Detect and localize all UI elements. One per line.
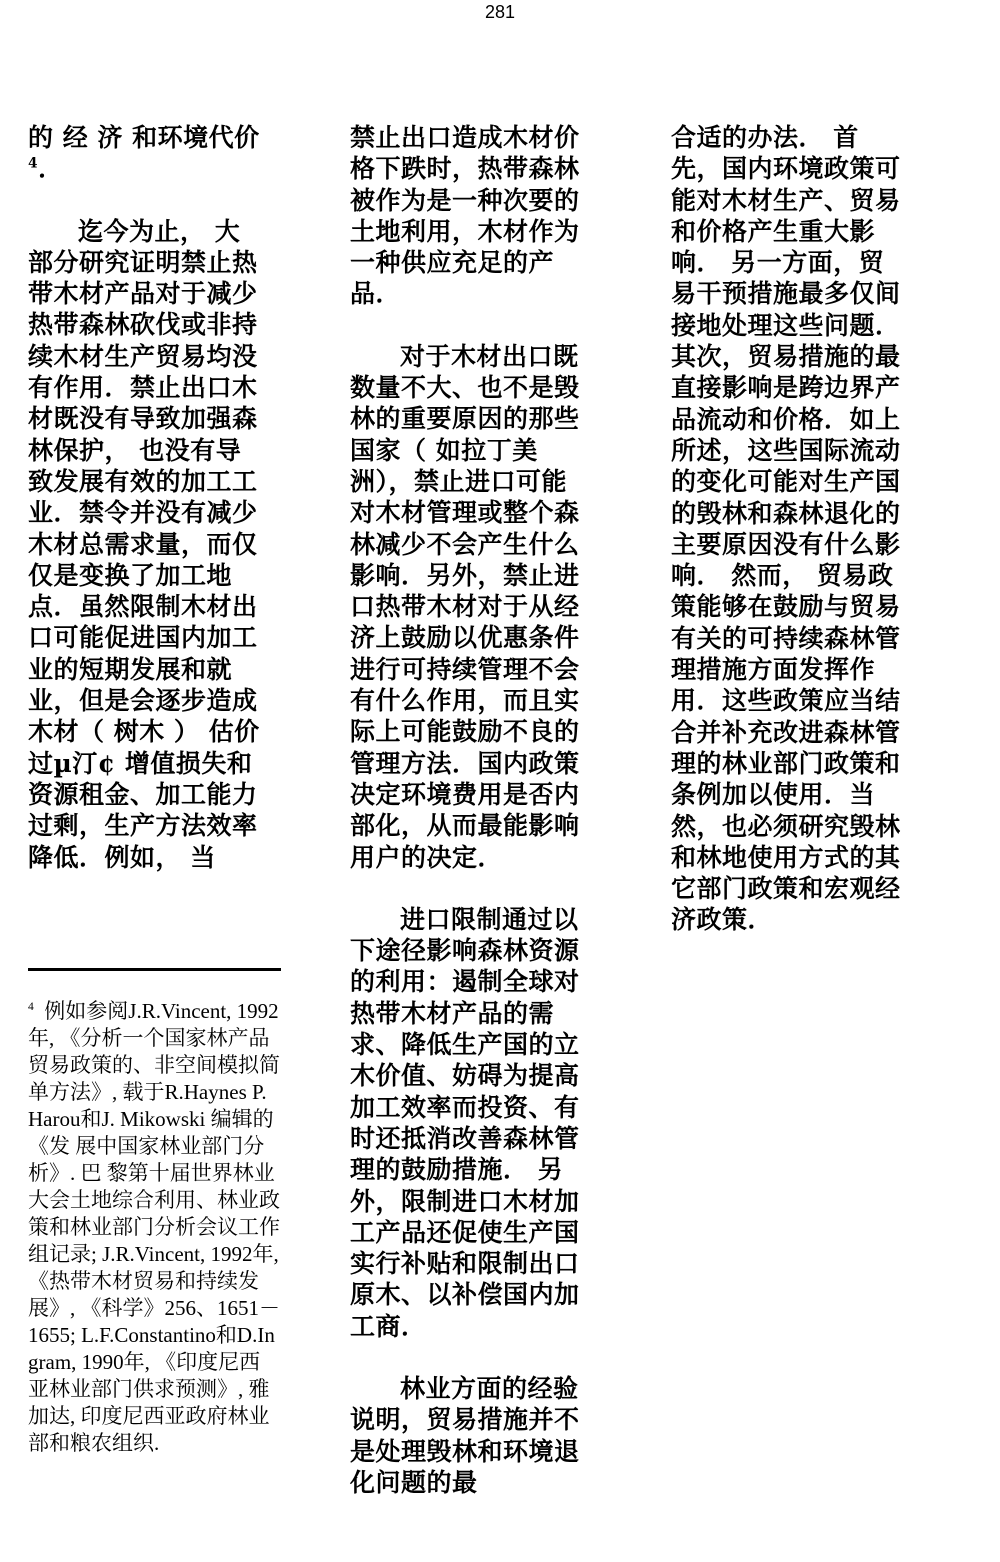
paragraph: 禁止出口造成木材价格下跌时，热带森林被作为是一种次要的土地利用，木材作为一种供应充足的产品．	[350, 123, 580, 309]
footnote	[28, 998, 280, 1457]
paragraph-end: ．	[38, 154, 64, 184]
paragraph: 迄今为止， 大部分研究证明禁止热带木材产品对于减少热带森林砍伐或非持续木材生产贸易均没有作用．禁止出口木材既没有导致加强森林保护， 也没有导致发展有效的加工工业．禁令并没有减少木材总需求量，而仅仅是变换了加工地点．虽然限制木材出口可能促进国内加工业的短期发展和就业，但是会逐步造成木材（ 树木 ） 估价过µ汀¢ 增值损失和资源租金、加工能力过剩，生产方法效率降低．例如， 当	[28, 216, 260, 872]
paragraph: 林业方面的经验说明，贸易措施并不是处理毁林和环境退化问题的最	[350, 1373, 580, 1497]
paragraph	[28, 122, 260, 185]
footnote-divider	[28, 968, 281, 971]
paragraph-text: 的 经 济 和环境代价	[28, 123, 260, 152]
text-column-2	[350, 122, 582, 1498]
footnote-marker: 4	[28, 1001, 34, 1013]
text-column-1	[28, 122, 260, 873]
paragraph: 进口限制通过以下途径影响森林资源的利用：遏制全球对热带木材产品的需求、降低生产国的立木价值、妨碍为提高加工效率而投资、有时还抵消改善森林管理的鼓励措施． 另外，限制进口木材加工产品还促使生产国实行补贴和限制出口原木、以补偿国内加工商．	[350, 904, 580, 1341]
footnote-reference[interactable]: 4	[28, 155, 39, 172]
paragraph: 合适的办法． 首先，国内环境政策可能对木材生产、贸易和价格产生重大影响． 另一方面，贸易干预措施最多仅间接地处理这些问题．其次，贸易措施的最直接影响是跨边界产品流动和价格．如上所述，这些国际流动的变化可能对生产国的毁林和森林退化的主要原因没有什么影响． 然而， 贸易政策能够在鼓励与贸易有关的可持续森林管理措施方面发挥作用．这些政策应当结合并补充改进森林管理的林业部门政策和条例加以使用．当然，也必须研究毁林和林地使用方式的其它部门政策和宏观经济政策．	[671, 123, 901, 935]
text-column-3	[671, 122, 903, 936]
footnote-text: 例如参阅J.R.Vincent, 1992年, 《分析一个国家林产品贸易政策的、非空间模拟简单方法》, 载于R.Haynes P.Harou和J. Mikowski 编辑的《发 展中国家林业部门分析》. 巴 黎第十届世界林业大会土地综合利用、林业政策和林业部门分析会议工作组记录; J.R.Vincent, 1992年, 《热带木材贸易和持续发展》, 《科学》256、1651－1655; L.F.Constantino和D.Ingram, 1990年, 《印度尼西亚林业部门供求预测》, 雅加达, 印度尼西亚政府林业部和粮农组织.	[28, 999, 280, 1455]
page-number: 281	[484, 2, 516, 22]
paragraph: 对于木材出口既数量不大、也不是毁林的重要原因的那些国家（ 如拉丁美洲），禁止进口可能对木材管理或整个森林减少不会产生什么影响．另外，禁止进口热带木材对于从经济上鼓励以优惠条件进行可持续管理不会有什么作用，而且实际上可能鼓励不良的管理方法．国内政策决定环境费用是否内部化，从而最能影响用户的决定．	[350, 341, 580, 872]
